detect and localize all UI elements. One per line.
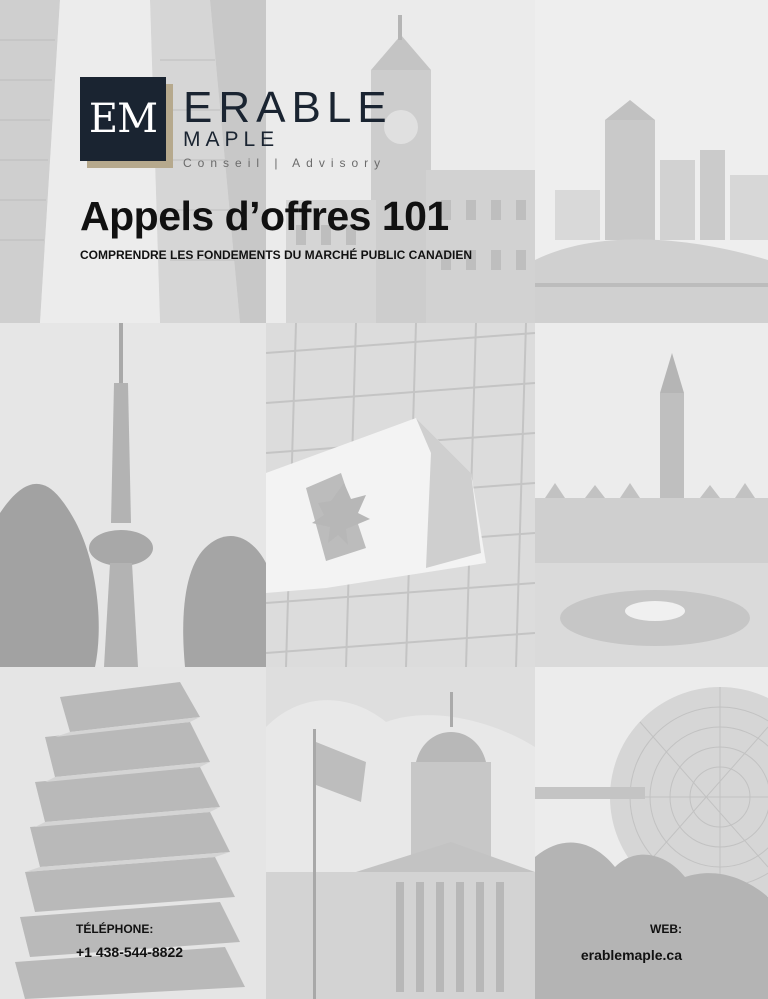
brand-name: ERABLE bbox=[183, 83, 393, 132]
parliament-hill-photo bbox=[535, 323, 768, 667]
document-subtitle: COMPRENDRE LES FONDEMENTS DU MARCHÉ PUBLIC CANADIEN bbox=[80, 248, 473, 262]
phone-number[interactable]: +1 438-544-8822 bbox=[76, 944, 184, 960]
phone-label: TÉLÉPHONE: bbox=[76, 922, 154, 936]
cn-tower-photo bbox=[0, 323, 266, 667]
city-skyline-photo bbox=[535, 0, 768, 323]
brand-tagline: Conseil | Advisory bbox=[183, 156, 387, 170]
legislature-dome-photo bbox=[266, 667, 535, 999]
website-link[interactable]: erablemaple.ca bbox=[580, 947, 682, 963]
canadian-flag-photo bbox=[266, 323, 535, 667]
web-label: WEB: bbox=[650, 922, 682, 936]
logo-monogram: EM bbox=[88, 96, 158, 142]
document-title: Appels d’offres 101 bbox=[80, 193, 449, 239]
brand-subname: MAPLE bbox=[183, 128, 280, 151]
